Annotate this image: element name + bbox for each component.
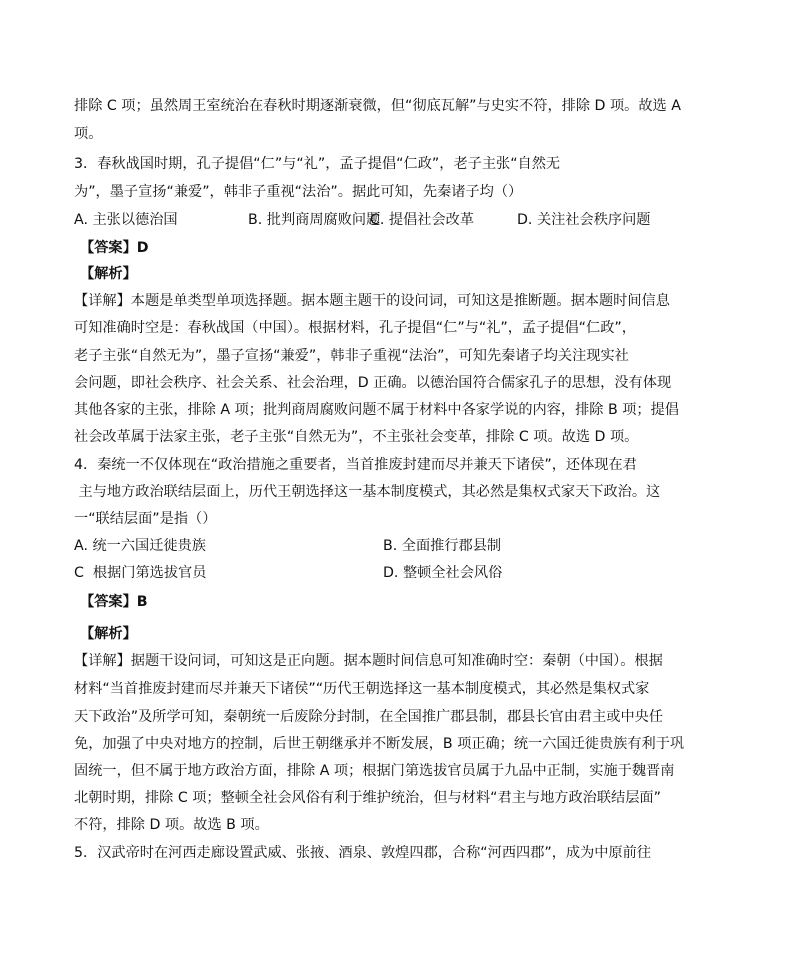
q3-answer: 【答案】D bbox=[80, 240, 149, 256]
q3-detail-line-3: 老子主张“自然无为”，墨子宣扬“兼爱”，韩非子重视“法治”，可知先秦诸子均关注现实社 bbox=[74, 348, 629, 364]
q2-analysis-line-2: 项。 bbox=[74, 126, 103, 142]
q3-stem-line-2: 为”，墨子宣扬“兼爱”，韩非子重视“法治”。据此可知，先秦诸子均（） bbox=[74, 184, 523, 200]
q3-analysis-label: 【解析】 bbox=[80, 266, 137, 282]
q4-detail-line-1: 【详解】据题干设问词，可知这是正向题。据本题时间信息可知准确时空：秦朝（中国）。根据 bbox=[74, 653, 663, 669]
q4-analysis-label: 【解析】 bbox=[80, 626, 137, 642]
q4-detail-line-5: 固统一，但不属于地方政治方面，排除 A 项；根据门第选拔官员属于九品中正制，实施于魏晋南 bbox=[74, 763, 675, 779]
q4-detail-line-4: 免，加强了中央对地方的控制，后世王朝继承并不断发展，B 项正确；统一六国迁徙贵族有利于巩 bbox=[74, 736, 685, 752]
q4-detail-line-3: 天下政治”及所学可知，秦朝统一后废除分封制，在全国推广郡县制，郡县长官由君主或中央任 bbox=[74, 709, 664, 725]
q4-stem-line-2: 主与地方政治联结层面上，历代王朝选择这一基本制度模式，其必然是集权式家天下政治。这 bbox=[74, 484, 661, 500]
q4-stem-line-3: 一“联结层面”是指（） bbox=[74, 511, 217, 527]
q3-option-d: D. 关注社会秩序问题 bbox=[517, 212, 651, 228]
q2-analysis-line-1: 排除 C 项；虽然周王室统治在春秋时期逐渐衰微，但“彻底瓦解”与史实不符，排除 D 项。故选 A bbox=[74, 98, 681, 114]
q3-detail-line-4: 会问题，即社会秩序、社会关系、社会治理，D 正确。以德治国符合儒家孔子的思想，没有体现 bbox=[74, 375, 672, 391]
q4-option-b: B. 全面推行郡县制 bbox=[383, 538, 502, 554]
q3-stem-line-1: 3．春秋战国时期，孔子提倡“仁”与“礼”，孟子提倡“仁政”，老子主张“自然无 bbox=[74, 156, 561, 172]
q4-answer: 【答案】B bbox=[80, 594, 148, 610]
q3-detail-line-1: 【详解】本题是单类型单项选择题。据本题主题干的设问词，可知这是推断题。据本题时间信息 bbox=[74, 293, 670, 309]
q4-option-a: A. 统一六国迁徙贵族 bbox=[74, 538, 206, 554]
q3-option-c: C. 提倡社会改革 bbox=[370, 212, 475, 228]
q5-stem-line-1: 5．汉武帝时在河西走廊设置武威、张掖、酒泉、敦煌四郡，合称“河西四郡”，成为中原前往 bbox=[74, 845, 652, 861]
q4-option-c: C 根据门第选拔官员 bbox=[74, 565, 207, 581]
q4-detail-line-7: 不符，排除 D 项。故选 B 项。 bbox=[74, 817, 269, 833]
q4-detail-line-6: 北朝时期，排除 C 项；整顿全社会风俗有利于维护统治，但与材料“君主与地方政治联结层面” bbox=[74, 790, 661, 806]
q4-option-d: D. 整顿全社会风俗 bbox=[383, 565, 503, 581]
q3-option-b: B. 批判商周腐败问题 bbox=[248, 212, 381, 228]
q4-detail-line-2: 材料“当首推废封建而尽并兼天下诸侯”“历代王朝选择这一基本制度模式，其必然是集权式家 bbox=[74, 681, 650, 697]
q3-option-a: A. 主张以德治国 bbox=[74, 212, 178, 228]
q3-detail-line-6: 社会改革属于法家主张，老子主张“自然无为”，不主张社会变革，排除 C 项。故选 D 项。 bbox=[74, 429, 639, 445]
q4-stem-line-1: 4．秦统一不仅体现在“政治措施之重要者，当首推废封建而尽并兼天下诸侯”，还体现在君 bbox=[74, 457, 637, 473]
q3-detail-line-5: 其他各家的主张，排除 A 项；批判商周腐败问题不属于材料中各家学说的内容，排除 B 项；提倡 bbox=[74, 402, 679, 418]
q3-detail-line-2: 可知准确时空是：春秋战国（中国）。根据材料，孔子提倡“仁”与“礼”，孟子提倡“仁政”， bbox=[74, 320, 636, 336]
